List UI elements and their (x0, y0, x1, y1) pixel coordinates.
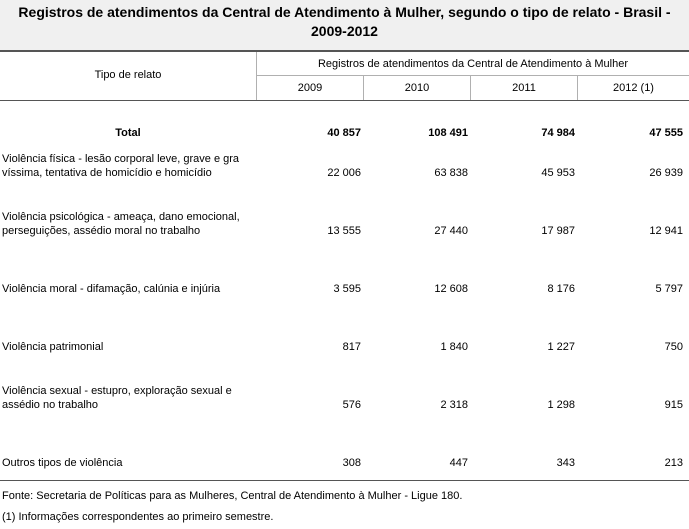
group-rule (257, 75, 689, 76)
row-label-line: Violência sexual - estupro, exploração sexual e (2, 385, 232, 397)
cell-value: 817 (342, 341, 361, 353)
year-header-2010: 2010 (404, 82, 430, 94)
cell-value: 447 (449, 457, 468, 469)
cell-value: 63 838 (434, 167, 468, 179)
cell-value: 5 797 (655, 283, 683, 295)
cell-value: 45 953 (541, 167, 575, 179)
cell-value: 12 608 (434, 283, 468, 295)
header-bottom-rule (0, 100, 689, 101)
table-title: Registros de atendimentos da Central de Atendimento à Mulher, segundo o tipo de relato - Brasil - 2009-2012 (18, 4, 671, 39)
cell-value: 40 857 (327, 127, 361, 139)
source-note: Fonte: Secretaria de Políticas para as Mulheres, Central de Atendimento à Mulher - Ligue 180. (2, 490, 463, 502)
cell-value: 3 595 (333, 283, 361, 295)
cell-value: 576 (342, 399, 361, 411)
year-header-2011: 2011 (512, 82, 536, 94)
cell-value: 26 939 (649, 167, 683, 179)
cell-value: 308 (342, 457, 361, 469)
row-label-line: víssima, tentativa de homicídio e homicídio (2, 167, 212, 179)
table-bottom-rule (0, 480, 689, 481)
cell-value: 343 (556, 457, 575, 469)
footnote: (1) Informações correspondentes ao primeiro semestre. (2, 511, 274, 523)
year-header-2012: 2012 (1) (613, 82, 654, 94)
row-label-line: perseguições, assédio moral no trabalho (2, 225, 201, 237)
cell-value: 47 555 (649, 127, 683, 139)
cell-value: 2 318 (440, 399, 468, 411)
cell-value: 27 440 (434, 225, 468, 237)
row-label: Outros tipos de violência (2, 457, 123, 469)
cell-value: 108 491 (428, 127, 468, 139)
cell-value: 8 176 (547, 283, 575, 295)
cell-value: 22 006 (327, 167, 361, 179)
cell-value: 1 298 (547, 399, 575, 411)
cell-value: 12 941 (649, 225, 683, 237)
row-label-header: Tipo de relato (94, 69, 162, 81)
cell-value: 915 (664, 399, 683, 411)
row-label-line: Violência psicológica - ameaça, dano emocional, (2, 211, 240, 223)
row-label: Violência patrimonial (2, 341, 104, 353)
cell-value: 750 (664, 341, 683, 353)
cell-value: 17 987 (541, 225, 575, 237)
year-header-2009: 2009 (297, 82, 323, 94)
row-label-line: Violência física - lesão corporal leve, grave e gra (2, 153, 240, 165)
cell-value: 13 555 (327, 225, 361, 237)
cell-value: 213 (664, 457, 683, 469)
top-rule (0, 50, 689, 52)
row-label-line: assédio no trabalho (2, 399, 99, 411)
cell-value: 1 227 (547, 341, 575, 353)
cell-value: 74 984 (541, 127, 575, 139)
row-label: Violência moral - difamação, calúnia e injúria (2, 283, 221, 295)
group-header: Registros de atendimentos da Central de Atendimento à Mulher (317, 58, 628, 70)
cell-value: 1 840 (440, 341, 468, 353)
row-label-total: Total (115, 127, 141, 139)
